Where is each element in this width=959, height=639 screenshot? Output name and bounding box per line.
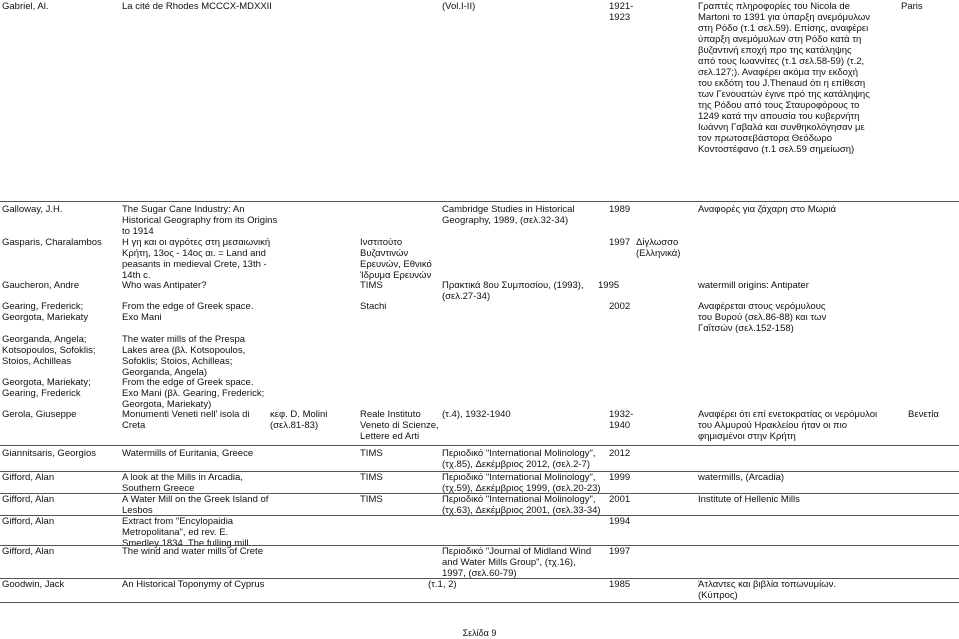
publisher-cell: TIMS xyxy=(360,472,383,483)
title-cell: The wind and water mills of Crete xyxy=(122,546,263,557)
title-cell: Watermills of Euritania, Greece xyxy=(122,448,254,459)
notes-cell: Αναφέρεται στους νερόμυλους του Βυρού (σελ.86-88) και των Γαΐτσών (σελ.152-158) xyxy=(698,301,827,334)
notes-cell: Institute of Hellenic Mills xyxy=(698,494,800,505)
title-cell: From the edge of Greek space. Exo Mani (βλ. Gearing, Frederick; Georgota, Mariekaty) xyxy=(122,377,265,410)
year-cell: 1997 xyxy=(609,546,631,557)
year-cell: 1985 xyxy=(609,579,631,590)
table-row xyxy=(0,334,959,376)
table-row xyxy=(0,494,959,516)
title-cell: A look at the Mills in Arcadia, Southern Greece xyxy=(122,472,243,494)
year-cell: 2001 xyxy=(609,494,631,505)
publisher-cell: Reale Instituto Veneto di Scienze, Lettere ed Arti xyxy=(360,409,439,442)
row-divider xyxy=(0,201,959,202)
table-row xyxy=(0,1,959,197)
table-row xyxy=(0,579,959,601)
author-cell: Gabriel, Al. xyxy=(2,1,49,12)
author-cell: Georganda, Angela; Kotsopoulos, Sofoklis; Stoios, Achilleas xyxy=(2,334,96,367)
table-row xyxy=(0,280,959,300)
table-row xyxy=(0,409,959,445)
source-cell: Cambridge Studies in Historical Geography, 1989, (σελ.32-34) xyxy=(442,204,575,226)
author-cell: Georgota, Mariekaty; Gearing, Frederick xyxy=(2,377,91,399)
table-row xyxy=(0,377,959,409)
source-cell: (τ.4), 1932-1940 xyxy=(442,409,511,420)
title-cell: Extract from "Encylopaidia Metropolitana", ed rev. E. Smedley 1834. The fulling mill xyxy=(122,516,249,549)
publisher-cell: Stachi xyxy=(360,301,387,312)
source-cell: Πρακτικά 8ου Συμποσίου, (1993), (σελ.27-34) xyxy=(442,280,584,302)
author-cell: Giannitsaris, Georgios xyxy=(2,448,96,459)
source-cell: Περιοδικό "International Molinology", (τχ.85), Δεκέμβριος 2012, (σελ.2-7) xyxy=(442,448,596,470)
year-cell: 2002 xyxy=(609,301,631,312)
notes-cell: Αναφορές για ζάχαρη στο Μωριά xyxy=(698,204,837,215)
table-row xyxy=(0,516,959,549)
author-cell: Galloway, J.H. xyxy=(2,204,63,215)
title-cell: Η γη και οι αγρότες στη μεσαιωνική Κρήτη, 13ος - 14ος αι. = Land and peasants in medieval Crete, 13th - 14th c. xyxy=(122,237,271,281)
title-cell: From the edge of Greek space. Exo Mani xyxy=(122,301,254,323)
chapter-cell: κεφ. D. Molini (σελ.81-83) xyxy=(270,409,328,431)
author-cell: Gifford, Alan xyxy=(2,516,55,527)
author-cell: Gearing, Frederick; Georgota, Mariekaty xyxy=(2,301,89,323)
year-cell: 1921- 1923 xyxy=(609,1,634,23)
title-cell: Who was Antipater? xyxy=(122,280,207,291)
author-cell: Gifford, Alan xyxy=(2,494,55,505)
author-cell: Gifford, Alan xyxy=(2,546,55,557)
author-cell: Gasparis, Charalambos xyxy=(2,237,102,248)
place-cell: Βενετία xyxy=(908,409,939,420)
table-row xyxy=(0,301,959,333)
row-divider xyxy=(0,602,959,603)
notes-cell: watermills, (Arcadia) xyxy=(698,472,785,483)
table-row xyxy=(0,237,959,279)
source-cell: Περιοδικό "Journal of Midland Wind and Water Mills Group", (τχ.16), 1997, (σελ.60-79) xyxy=(442,546,592,579)
title-cell: The Sugar Cane Industry: An Historical Geography from its Origins to 1914 xyxy=(122,204,278,237)
year-cell: 1989 xyxy=(609,204,631,215)
table-row xyxy=(0,546,959,578)
publisher-cell: Ινστιτούτο Βυζαντινών Ερευνών, Εθνικό Ίδρυμα Ερευνών xyxy=(360,237,432,281)
year-cell: 1995 xyxy=(598,280,620,291)
notes-cell: Άτλαντες και βιβλία τοπωνυμίων. (Κύπρος) xyxy=(698,579,836,601)
title-cell: An Historical Toponymy of Cyprus xyxy=(122,579,265,590)
notes-cell: watermill origins: Antipater xyxy=(698,280,809,291)
year-cell: 1932- 1940 xyxy=(609,409,634,431)
volume-cell: (Vol.I-II) xyxy=(442,1,476,12)
publisher-cell: TIMS xyxy=(360,448,383,459)
notes-cell: Αναφέρει ότι επί ενετοκρατίας οι νερόμυλοι του Αλμυρού Ηρακλείου ήταν οι πιο φημισμένοι στην Κρήτη xyxy=(698,409,878,442)
publisher-cell: TIMS xyxy=(360,494,383,505)
year-cell: 1994 xyxy=(609,516,631,527)
year-cell: 1999 xyxy=(609,472,631,483)
author-cell: Gaucheron, Andre xyxy=(2,280,80,291)
source-cell: Περιοδικό "International Molinology", (τχ.63), Δεκέμβριος 2001, (σελ.33-34) xyxy=(442,494,601,516)
title-cell: The water mills of the Prespa Lakes area (βλ. Kotsopoulos, Sofoklis; Stoios, Achilleas; Georganda, Angela) xyxy=(122,334,246,378)
title-cell: A Water Mill on the Greek Island of Lesbos xyxy=(122,494,269,516)
source-cell: Περιοδικό "International Molinology", (τχ.59), Δεκέμβριος 1999, (σελ.20-23) xyxy=(442,472,601,494)
source-cell: (τ.1, 2) xyxy=(428,579,457,590)
language-cell: Δίγλωσσο (Ελληνικά) xyxy=(636,237,681,259)
year-cell: 2012 xyxy=(609,448,631,459)
row-divider xyxy=(0,445,959,446)
table-row xyxy=(0,448,959,470)
table-row xyxy=(0,204,959,236)
author-cell: Goodwin, Jack xyxy=(2,579,65,590)
author-cell: Gifford, Alan xyxy=(2,472,55,483)
title-cell: Monumenti Veneti nell' isola di Creta xyxy=(122,409,250,431)
page-number: Σελίδα 9 xyxy=(462,628,497,638)
publisher-cell: TIMS xyxy=(360,280,383,291)
title-cell: La cité de Rhodes MCCCX-MDXXII xyxy=(122,1,272,12)
notes-cell: Γραπτές πληροφορίες του Nicola de Martoni το 1391 για ύπαρξη ανεμόμυλων στη Ρόδο (τ.1 σελ.59). Επίσης, αναφέρει ύπαρξη ανεμόμυλων στη Ρόδο κατά τη βυζαντινή εποχή προ της κατάληψης από τους Ιωαννίτες (τ.1 σελ.58-59) (τ.2, σελ.127;). Αναφέρει ακόμα την εκδοχή του εκδότη του J.Thenaud ότι η επίθεση των Γενουατών έγινε πρό της κατάληψης της Ρόδου από τους Σταυροφόρους το 1249 κατά την απουσία του κυβερνήτη Ιωάννη Γαβαλά και συνθηκολόγησαν με τον πρωτοσεβάστορα Θεόδωρο Κοντοστέφανο (τ.1 σελ.59 σημείωση) xyxy=(698,1,870,155)
place-cell: Paris xyxy=(901,1,923,12)
table-row xyxy=(0,472,959,494)
year-cell: 1997 xyxy=(609,237,631,248)
author-cell: Gerola, Giuseppe xyxy=(2,409,77,420)
